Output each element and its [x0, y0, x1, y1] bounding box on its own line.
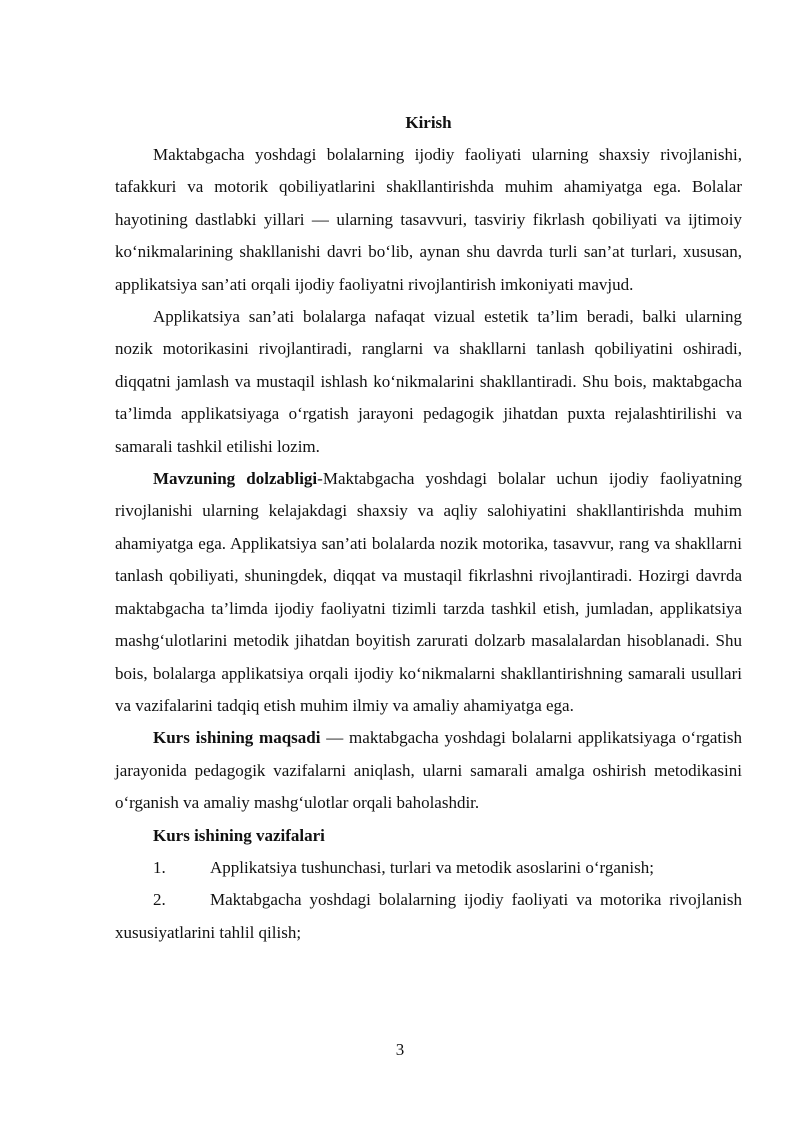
page-title: Kirish: [405, 113, 452, 132]
relevance-text: -Maktabgacha yoshdagi bolalar uchun ijodiy faoliyatning rivojlanishi ularning kelajakdagi shaxsiy va aqliy salohiyatini shakllantirishda muhim ahamiyatga ega. Applikatsiya san’ati bolalarda nozik motorika, tasavvur, rang va shakllarni tanlash qobiliyati, shuningdek, diqqat va mustaqil fikrlashni rivojlantiradi. Hozirgi davrda maktabgacha ta’limda ijodiy faoliyatni tizimli tarzda tashkil etish, jumladan, applikatsiya mashgʻulotlarini metodik jihatdan boyitish zarurati dolzarb masalalardan hisoblanadi. Shu bois, bolalarga applikatsiya orqali ijodiy koʻnikmalarni shakllantirishning samarali usullari va vazifalarini tadqiq etish muhim ilmiy va amaliy ahamiyatga ega.: [115, 469, 743, 715]
task-item-1: [115, 852, 742, 884]
task-item-2: [115, 884, 742, 949]
task-text: Maktabgacha yoshdagi bolalarning ijodiy faoliyati va motorika rivojlanish xususiyatlarini tahlil qilish;: [115, 890, 742, 942]
tasks-heading: Kurs ishining vazifalari: [153, 825, 325, 845]
goal-text: — maktabgacha yoshdagi bolalarni applikatsiyaga oʻrgatish jarayonida pedagogik vazifalarni aniqlash, ularni samarali amalga oshirish metodikasini oʻrganish va amaliy mashgʻulotlar orqali baholashdir.: [115, 728, 742, 813]
task-number: 1.: [153, 857, 166, 877]
task-number: 2.: [153, 890, 166, 910]
document-page: [115, 107, 742, 949]
page-number: 3: [395, 1040, 405, 1059]
intro-paragraph-1: Maktabgacha yoshdagi bolalarning ijodiy faoliyati ularning shaxsiy rivojlanishi, tafakkuri va motorik qobiliyatlarini shakllantirishda muhim ahamiyatga ega. Bolalar hayotining dastlabki yillari — ularning tasavvuri, tasviriy fikrlash qobiliyati va ijtimoiy koʻnikmalarining shakllanishi davri boʻlib, aynan shu davrda turli san’at turlari, xususan, applikatsiya san’ati orqali ijodiy faoliyatni rivojlantirish imkoniyati mavjud.: [115, 145, 742, 294]
task-text: Applikatsiya tushunchasi, turlari va metodik asoslarini oʻrganish;: [210, 857, 654, 877]
relevance-paragraph: [115, 463, 742, 722]
goal-label: Kurs ishining maqsadi: [153, 728, 321, 748]
intro-paragraph-2: Applikatsiya san’ati bolalarga nafaqat vizual estetik ta’lim beradi, balki ularning nozik motorikasini rivojlantiradi, ranglarni va shakllarni tanlash qobiliyatini oshiradi, diqqatni jamlash va mustaqil ishlash koʻnikmalarini shakllantiradi. Shu bois, maktabgacha ta’limda applikatsiyaga oʻrgatish jarayoni pedagogik jihatdan puxta rejalashtirilishi va samarali tashkil etilishi lozim.: [115, 307, 742, 456]
relevance-label: Mavzuning dolzabligi: [153, 469, 318, 489]
goal-paragraph: [115, 722, 742, 819]
